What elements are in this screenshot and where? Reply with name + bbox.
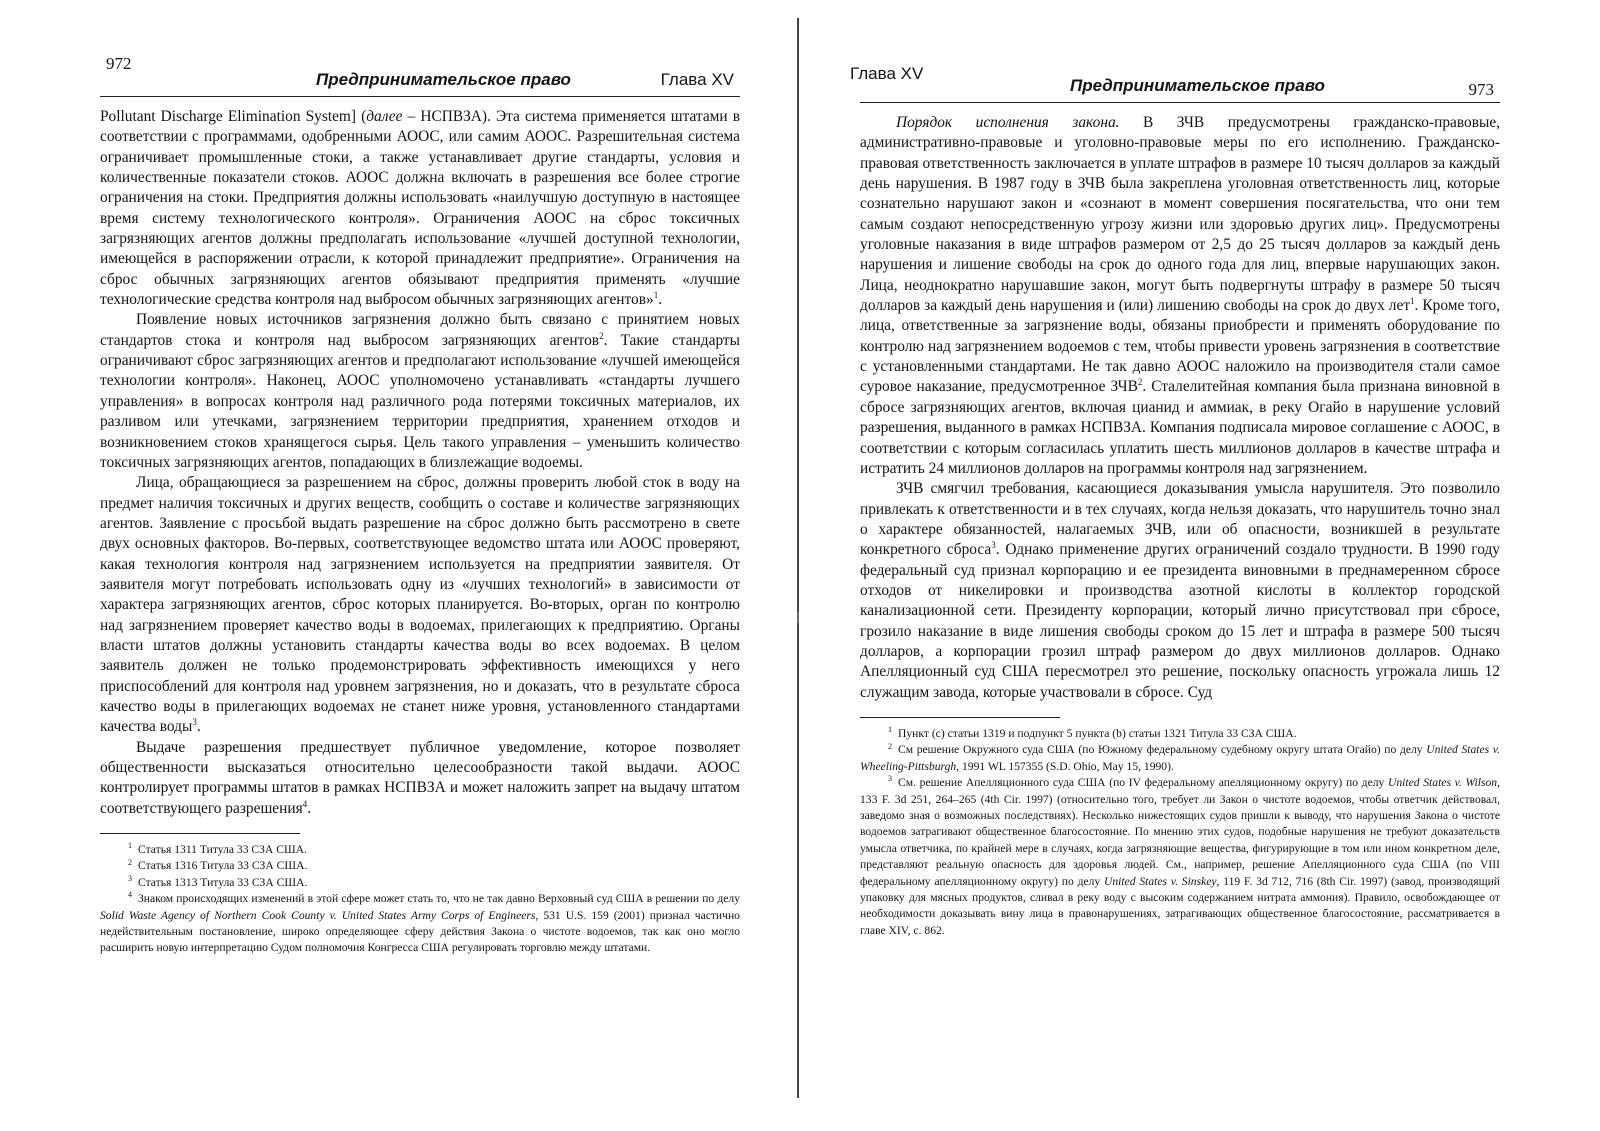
footnote: $^3$ См. решение Апелляционного суда США (по IV федеральному апелляционному округу) по делу United States v. Wilson, 133 F. 3d 251, 264–265 (4th Cir. 1997) (относительно того, требует ли Закон о чистоте водоемов, чтобы ответчик действовал, заведомо зная о возможных последствиях). Несколько нижестоящих судов пришли к выводу, что нарушения Закона о чистоте водоемов затрагивают общественное благосостояние. По мнению этих судов, подобные нарушения не требуют доказательств умысла ответчика, по крайней мере в случаях, когда загрязняющие вещества, фигурирующие в том или ином конкретном деле, представляют реальную опасность для здоровья людей. См., например, решение Апелляционного суда США (по VIII федеральному апелляционному округу) по делу United States v. Sinskey, 119 F. 3d 712, 716 (8th Cir. 1997) (завод, производящий упаковку для мясных продуктов, сливал в реку воду с высоким содержанием нитрата аммония). Правило, освобождающее от необходимости доказывать вину лица в правонарушениях, затрагивающих общественное благосостояние, рассматривается в главе XIV, с. 862. [860,774,1500,937]
footnote-ref: 1 [1410,295,1415,306]
paragraph: Лица, обращающиеся за разрешением на сброс, должны проверить любой сток в воду на предмет наличия токсичных и других веществ, сообщить о составе и количестве загрязняющих агентов. Заявление с просьбой выдать разрешение на сброс должно быть рассмотрено в свете двух основных факторов. Во-первых, соответствующее ведомство штата или АООС проверяют, какая технология контроля над загрязнением используется на предприятии заявителя. От заявителя могут потребовать использовать одну из «лучших технологий» в зависимости от характера загрязняющих агентов, сброс которых планируется. Во-вторых, орган по контролю над загрязнением проверяет качество воды в водоемах, прилегающих к предприятию. Органы власти штатов должны установить стандарты качества воды во всех водоемах. В целом заявитель должен не только продемонстрировать эффективность имеющихся у него приспособлений для контроля над уровнем загрязнения, но и доказать, что в результате сброса качество воды в прилегающих водоемах не станет ниже уровня, установленного стандартами качества воды$^3$. [100,474,740,736]
footnote: $^1$ Пункт (с) статьи 1319 и подпункт 5 пункта (b) статьи 1321 Титула 33 СЗА США. [888,725,1297,740]
section-lead: Порядок исполнения закона. [896,114,1120,131]
running-header [100,56,740,97]
paragraph: Pollutant Discharge Elimination System] (далее – НСПВЗА). Эта система применяется штатами в соответствии с программами, одобренными АООС, или самим АООС. Разрешительная система ограничивает промышленные стоки, а также устанавливает другие стандарты, условия и количественные показатели стоков. АООС должна включать в разрешения все более строгие ограничения на стоки. Предприятия должны использовать «наилучшую доступную в настоящее время систему технологического контроля». Ограничения АООС на сброс токсичных загрязняющих агентов должны предполагать использование «лучшей доступной технологии, имеющейся в распоряжении отрасли, к которой принадлежит предприятие». Ограничения на сброс обычных загрязняющих агентов обязывают предприятия применять «лучшие технологические средства контроля над выбросом обычных загрязняющих агентов»$^1$. [100,108,740,309]
footnote: $^1$ Статья 1311 Титула 33 СЗА США. [128,841,307,857]
paragraph: ЗЧВ смягчил требования, касающиеся доказывания умысла нарушителя. Это позволило привлекать к ответственности и в тех случаях, когда нельзя доказать, что нарушитель точно знал о характере обязанностей, налагаемых ЗЧВ, или об опасности, возникшей в результате конкретного сброса$^3$. Однако применение других ограничений создало трудности. В 1990 году федеральный суд признал корпорацию и ее президента виновными в преднамеренном сбросе отходов от никелировки и производства азотной кислоты в коллектор городской канализационной сети. Президенту корпорации, который лично присутствовал при сбросе, грозило наказание в виде лишения свободы сроком до 15 лет и штрафа в размере 500 тысяч долларов, а корпорации грозил штраф размером до двух миллионов долларов. Однако Апелляционный суд США пересмотрел это решение, поскольку опасность угрожала лишь 12 служащим завода, которые участвовали в сбросе. Суд [860,480,1500,701]
footnote: $^2$ Статья 1316 Титула 33 СЗА США. [128,857,308,873]
footnotes [860,726,1500,939]
running-title: Предпринимательское право [1070,76,1325,95]
footnote: $^2$ См решение Окружного суда США (по Южному федеральному судебному округу штата Огайо) по делу United States v. Wheeling-Pittsburgh, 1991 WL 157355 (S.D. Ohio, May 15, 1990). [860,741,1500,773]
footnote-rule [860,717,1060,718]
chapter-label: Глава XV [660,70,734,89]
footnote-ref: 3 [192,717,197,728]
footnote-rule [100,833,300,834]
page-body [860,113,1500,703]
running-title: Предпринимательское право [316,70,571,89]
footnote: $^3$ Статья 1313 Титула 33 СЗА США. [128,873,308,889]
footnote-ref: 1 [653,289,659,300]
footnote: $^4$ Знаком происходящих изменений в этой сфере может стать то, что не так давно Верховный суд США в решении по делу Solid Waste Agency of Northern Cook County v. United States Army Corps of Engineers, 531 U.S. 159 (2001) признал частично недействительным постановление, широко определяющее сферу действия Закона о чистоте водоемов, так как оно могло расширить новую интерпретацию Судом полномочия Конгресса США регулировать торговлю между штатами. [100,890,740,955]
paragraph: Выдаче разрешения предшествует публичное уведомление, которое позволяет общественности высказаться относительно целесообразности такой выдачи. АООС контролирует программы штатов в рамках НСПВЗА и может наложить запрет на выдачу штатом соответствующего разрешения$^4$. [100,738,740,817]
page-gutter [797,18,799,1098]
chapter-label: Глава XV [850,64,924,83]
running-header [850,62,1500,103]
left-page [100,0,740,957]
footnote-ref: 4 [302,798,308,809]
page-number: 973 [1468,80,1494,99]
paragraph: Порядок исполнения закона. В ЗЧВ предусмотрены гражданско-правовые, административно-правовые и уголовно-правовые меры по его исполнению. Гражданско-правовая ответственность заключается в уплате штрафов в размере 10 тысяч долларов за каждый день нарушения. В 1987 году в ЗЧВ была закреплена уголовная ответственность лиц, которые сознательно нарушают закон и «сознают в момент совершения посягательства, что они тем самым создают непосредственную угрозу жизни или здоровью других лиц». Предусмотрены уголовные наказания в виде штрафов размером от 2,5 до 25 тысяч долларов за каждый день нарушения и лишение свободы на срок до одного года для лиц, впервые нарушающих закон. Лица, неоднократно нарушавшие закон, могут быть подвергнуты штрафу в размере 50 тысяч долларов за каждый день нарушения и (или) лишению свободы на срок до двух лет$^1$. Кроме того, лица, ответственные за загрязнение воды, обязаны приобрести и применять оборудование по контролю над загрязнением водоемов с тем, чтобы привести уровень загрязнения в соответствие с установленными стандартами. Не так давно АООС наложило на производителя стали самое суровое наказание, предусмотренное ЗЧВ$^2$. Сталелитейная компания была признана виновной в сбросе загрязняющих агентов, включая цианид и аммиак, в реку Огайо в нарушение условий разрешения, выданного в рамках НСПВЗА. Компания подписала мировое соглашение с АООС, в соответствии с которым согласилась уплатить шесть миллионов долларов в качестве штрафа и истратить 24 миллионов долларов на программы контроля над загрязнением. [860,114,1500,477]
right-page [850,0,1500,939]
footnote-ref: 3 [991,540,996,551]
page-body [100,107,740,819]
paragraph: Появление новых источников загрязнения должно быть связано с принятием новых стандартов стока и контроля над выбросом загрязняющих агентов$^2$. Такие стандарты ограничивают сброс загрязняющих агентов и предполагают использование «лучшей имеющейся технологии контроля». Наконец, АООС уполномочено устанавливать «стандарты лучшего управления» в вопросах контроля над различного рода потерями токсичных материалов, их разливом или утечками, загрязнением территории предприятия, хранением отходов и возникновением стоков хранящегося сырья. Цель такого управления – уменьшить количество токсичных загрязняющих агентов, попадающих в близлежащие водоемы. [100,311,740,471]
footnote-ref: 2 [1137,377,1143,388]
page-number: 972 [106,54,132,73]
footnote-ref: 2 [599,330,604,341]
footnotes [100,842,740,957]
